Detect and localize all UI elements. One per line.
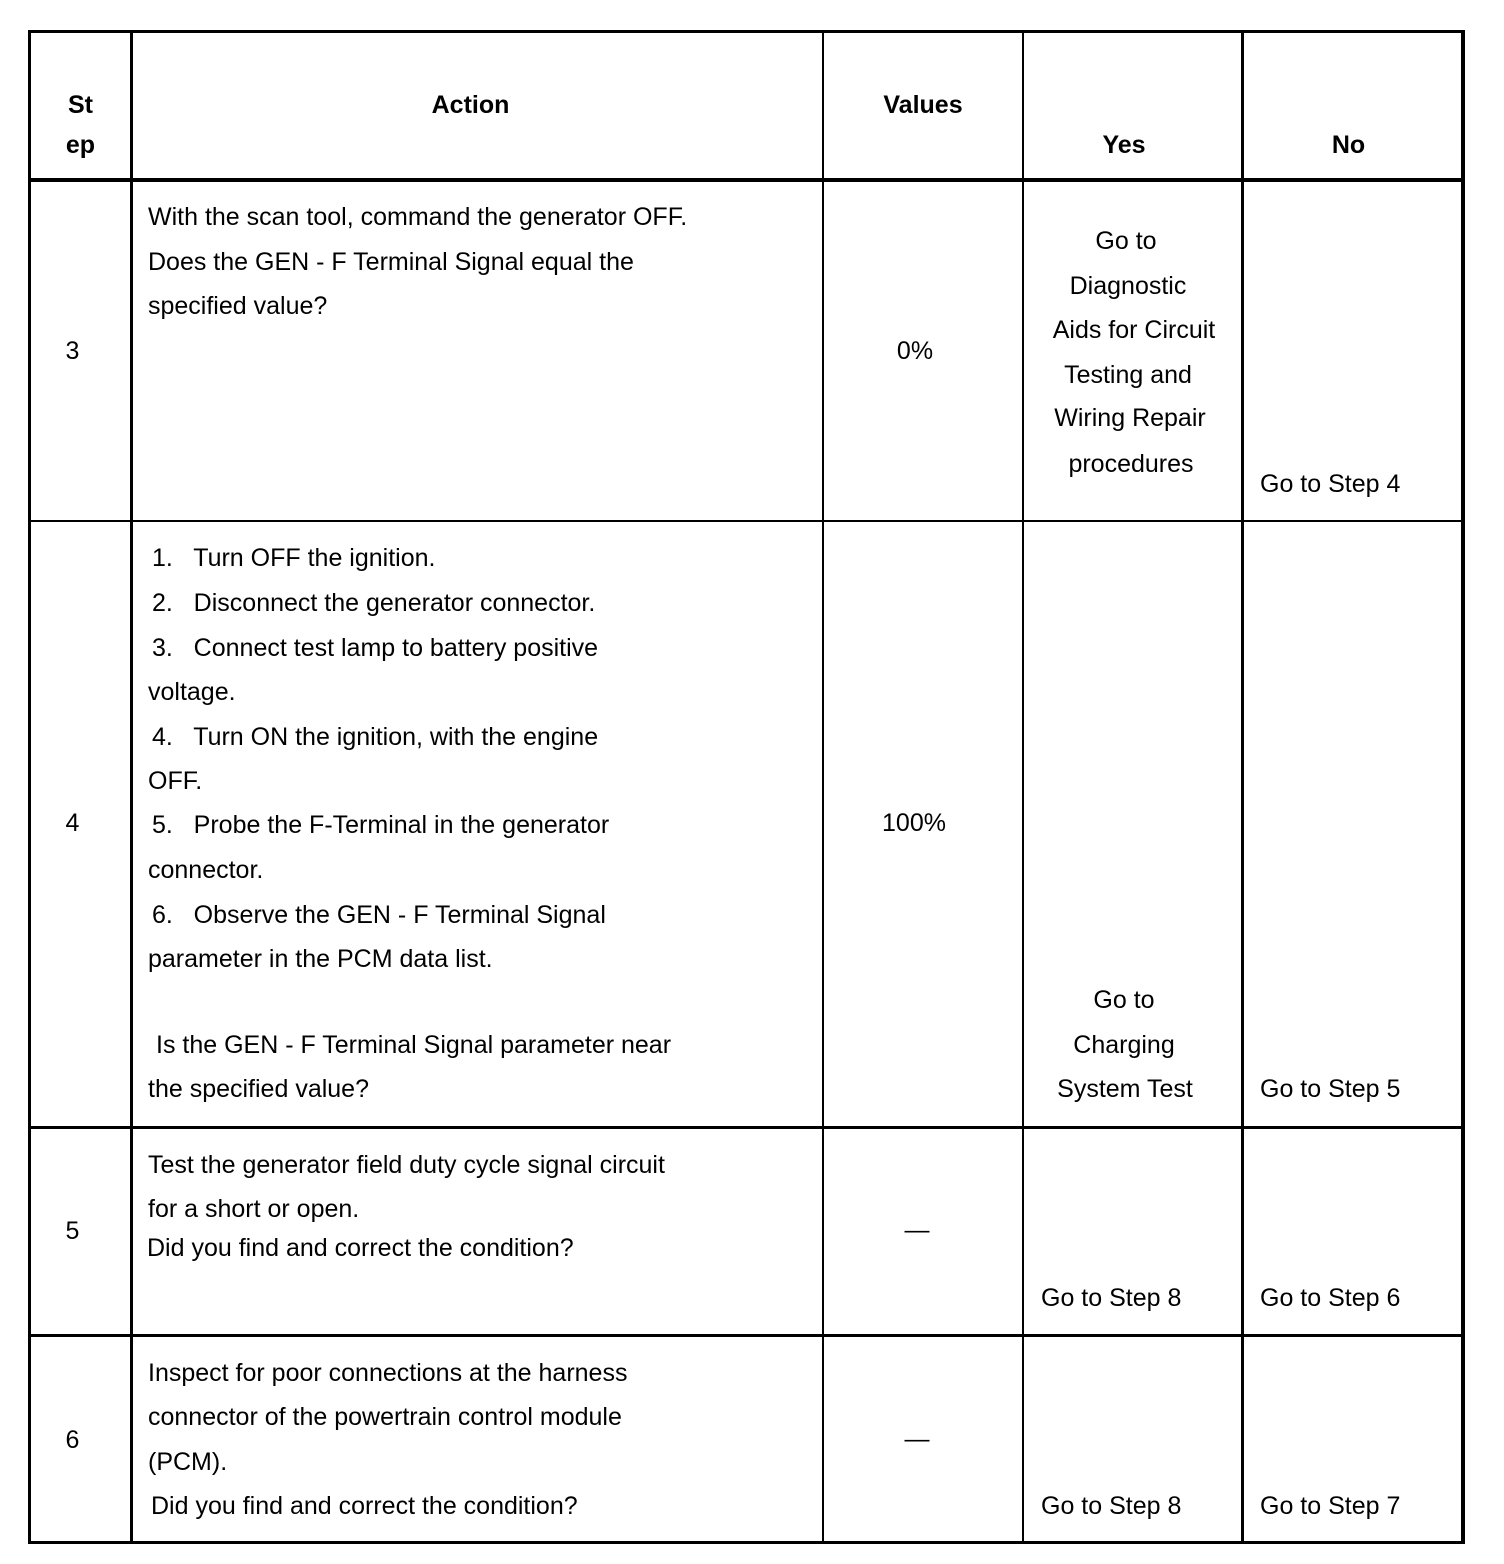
table-border-top — [28, 30, 1465, 33]
no-cell: Go to Step 5 — [1260, 1075, 1401, 1103]
action-text-line: parameter in the PCM data list. — [148, 945, 493, 973]
action-text-line: voltage. — [148, 678, 236, 706]
table-border-left — [28, 30, 31, 1544]
step-number: 4 — [65, 809, 80, 837]
table-border-right — [1461, 30, 1465, 1544]
row-divider — [28, 520, 1465, 522]
value-cell: 100% — [882, 809, 946, 837]
value-cell: 0% — [896, 337, 934, 365]
action-text-line: Inspect for poor connections at the harness — [148, 1359, 628, 1387]
step-number: 5 — [65, 1217, 80, 1245]
yes-text-line: System Test — [1057, 1075, 1193, 1103]
row-divider — [28, 1126, 1465, 1129]
action-text-line: Test the generator field duty cycle signal circuit — [148, 1151, 665, 1179]
action-text-line: 2. Disconnect the generator connector. — [152, 589, 596, 617]
yes-cell: Go to Step 8 — [1041, 1492, 1182, 1520]
action-text-line: With the scan tool, command the generator OFF. — [148, 203, 688, 231]
action-text-line: Does the GEN - F Terminal Signal equal the — [148, 248, 634, 276]
action-text-line: Did you find and correct the condition? — [151, 1492, 578, 1520]
header-no: No — [1331, 131, 1366, 159]
value-cell: — — [904, 1425, 930, 1453]
action-text-line: OFF. — [148, 767, 203, 795]
action-text-line: specified value? — [148, 292, 328, 320]
header-action: Action — [431, 91, 510, 119]
no-cell: Go to Step 6 — [1260, 1284, 1401, 1312]
column-divider — [130, 30, 133, 1544]
yes-text-line: Aids for Circuit — [1052, 316, 1216, 344]
yes-text-line: Testing and — [1064, 361, 1192, 389]
step-number: 6 — [65, 1426, 80, 1454]
action-text-line: 6. Observe the GEN - F Terminal Signal — [152, 901, 606, 929]
action-text-line: Is the GEN - F Terminal Signal parameter near — [156, 1031, 672, 1059]
step-number: 3 — [65, 337, 80, 365]
value-cell: — — [904, 1216, 930, 1244]
yes-cell: Go to Step 8 — [1041, 1284, 1182, 1312]
header-yes: Yes — [1102, 131, 1146, 159]
header-values: Values — [883, 91, 963, 119]
header-step-part1: St — [68, 91, 93, 119]
yes-text-line: Charging — [1073, 1031, 1175, 1059]
table-border-bottom — [28, 1541, 1465, 1544]
header-step-part2: ep — [65, 131, 96, 159]
yes-text-line: Diagnostic — [1069, 272, 1187, 300]
action-text-line: 1. Turn OFF the ignition. — [152, 544, 436, 572]
action-text-line: the specified value? — [148, 1075, 369, 1103]
diagnostic-table — [28, 30, 1465, 1544]
no-cell: Go to Step 7 — [1260, 1492, 1401, 1520]
yes-text-line: Go to — [1093, 986, 1155, 1014]
no-cell: Go to Step 4 — [1260, 470, 1401, 498]
column-divider — [1022, 30, 1024, 1544]
action-text-line: for a short or open. — [148, 1195, 360, 1223]
action-text-line: 4. Turn ON the ignition, with the engine — [152, 723, 599, 751]
action-text-line: 3. Connect test lamp to battery positive — [152, 634, 599, 662]
column-divider — [822, 30, 824, 1544]
row-divider — [28, 1334, 1465, 1337]
action-text-line: connector. — [148, 856, 264, 884]
column-divider — [1241, 30, 1244, 1544]
yes-text-line: Go to — [1095, 227, 1157, 255]
action-text-line: Did you find and correct the condition? — [147, 1234, 574, 1262]
header-divider — [28, 178, 1465, 182]
yes-text-line: procedures — [1068, 450, 1194, 478]
action-text-line: connector of the powertrain control module — [148, 1403, 622, 1431]
action-text-line: 5. Probe the F-Terminal in the generator — [152, 811, 610, 839]
yes-text-line: Wiring Repair — [1054, 404, 1206, 432]
action-text-line: (PCM). — [148, 1448, 228, 1476]
